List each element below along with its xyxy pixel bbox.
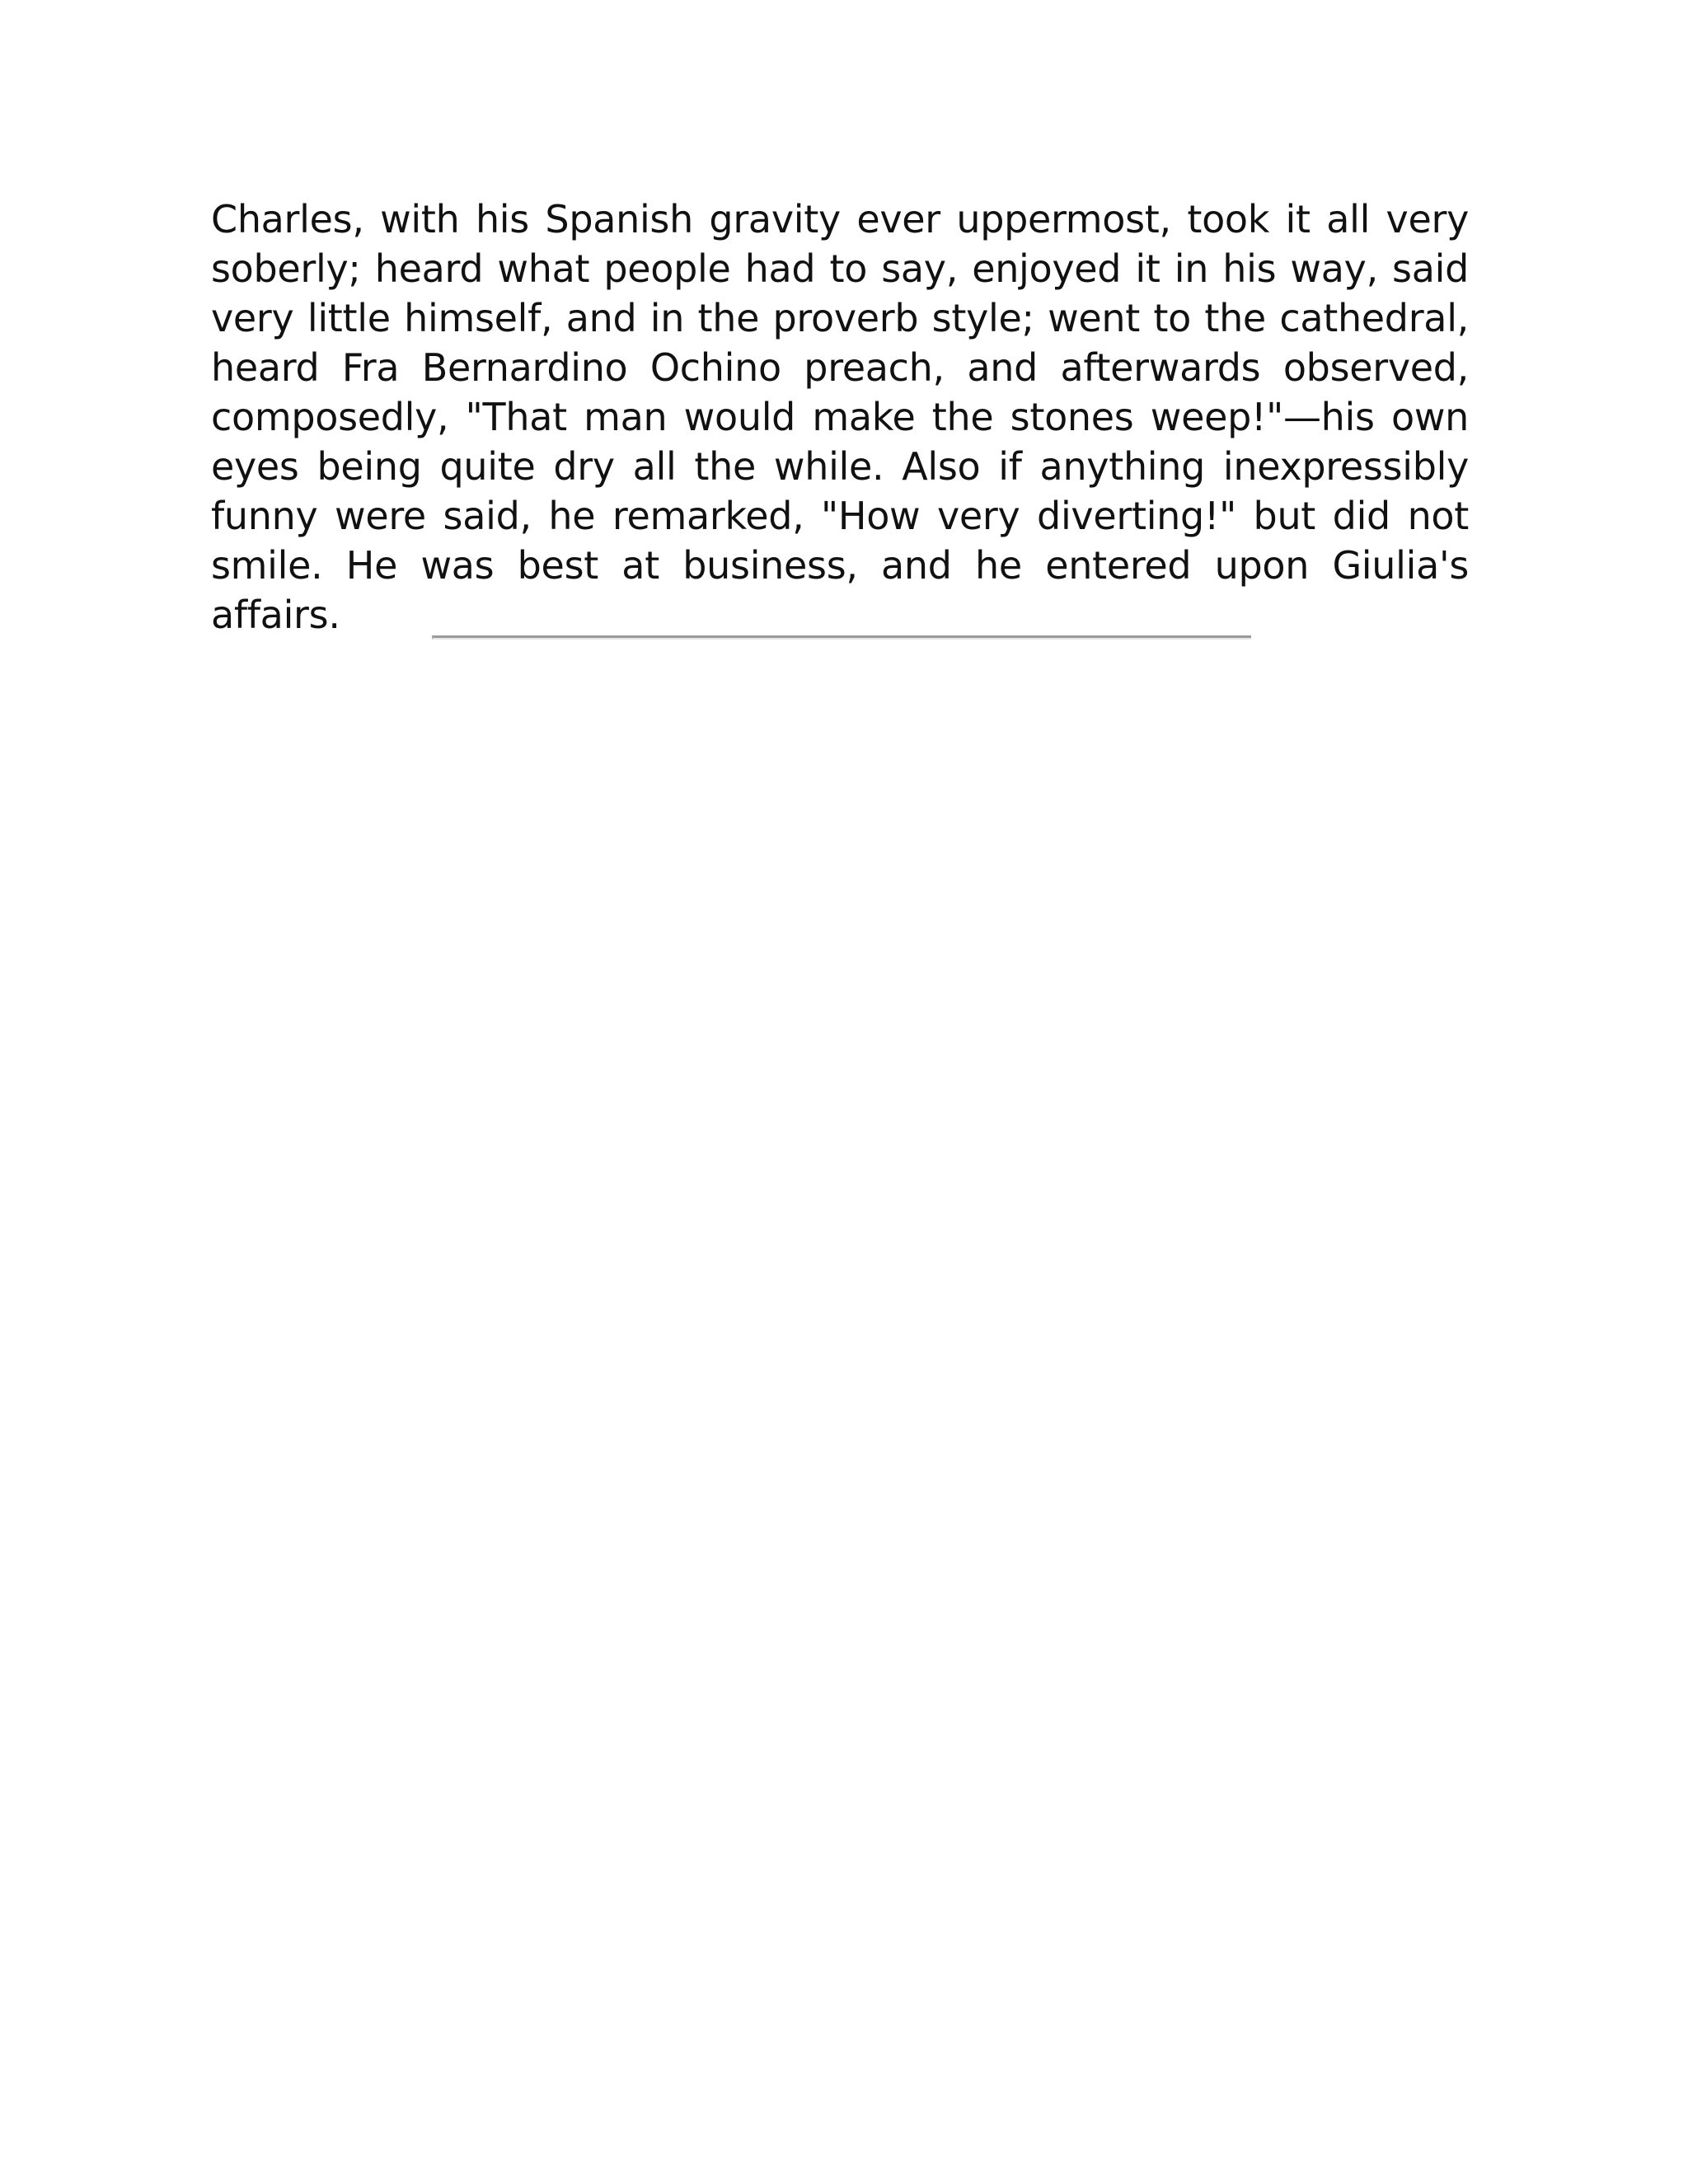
horizontal-rule [432, 635, 1251, 640]
body-paragraph: Charles, with his Spanish gravity ever uppermost, took it all very soberly; heard what people had to say, enjoyed it in his way, said very little himself, and in the proverb style; went to the cathedral, heard Fra Bernardino Ochino preach, and afterwards observed, composedly, "That man would make the stones weep!"—his own eyes being quite dry all the while. Also if anything inexpressibly funny were said, he remarked, "How very diverting!" but did not smile. He was best at business, and he entered upon Giulia's affairs. [211, 197, 1469, 637]
